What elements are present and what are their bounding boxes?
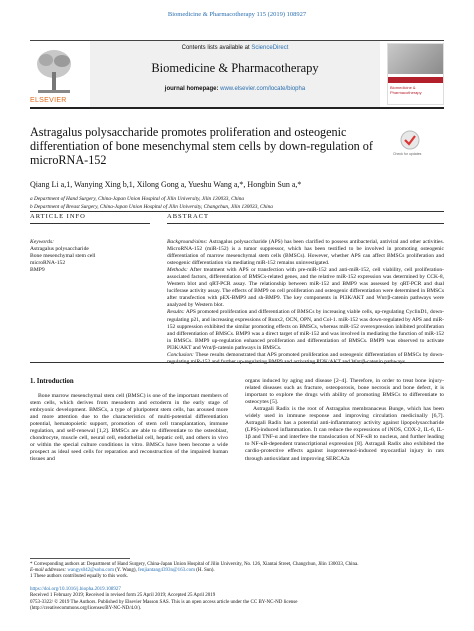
divider — [30, 362, 444, 363]
background-text: Astragalus polysaccharide (APS) has been clarified to possess antibacterial, antiviral and other activities. MicroRNA-152 (miR-152) is a tumor suppressor, which has been testified to be involved in promoting osteogenic differentiation of marrow mesenchymal stem cells (BMSCs). However, whether APS can affect BMSCs proliferation and osteogenic differentiation via mediating miR-152 remains uninvestigated. — [167, 239, 444, 267]
keyword: Bone mesenchymal stem cell — [30, 253, 96, 259]
homepage-line — [90, 86, 380, 92]
abstract-body — [167, 239, 444, 366]
body-column-left: Bone marrow mesenchymal stem cell (BMSC) is one of the important members of stem cells, which derives from mesoderm and ectoderm in the early stage of embryonic development. BMSCs, a type of pluripotent stem cells, has aroused more and more attention due to the characteristics of multi-potential differentiation potential, hematopoietic support, promotion of stem cell transplantation, immune regulation, and self-renewal [1,2]. BMSCs are able to differentiate to the osteoblast, chondrocyte, muscle cell, neural cell, endothelial cell, hepatic cell, and others in vivo or within the special culture conditions in vitro. BMSCs have been become a wide prospect as ideal seed cells for reparation and reconstruction of the impaired human tissues and — [30, 393, 228, 463]
equal-contribution-footnote: 1 These authors contributed equally to this work. — [30, 574, 128, 580]
article-info-heading: ARTICLE INFO — [30, 213, 86, 220]
affiliation-b: b Department of Breast Surgery, China-Japan Union Hospital of Jilin University, Changchun, Jilin 130033, China — [30, 204, 273, 210]
license-url[interactable]: (http://creativecommons.org/licenses/BY-NC-ND/4.0/). — [30, 605, 142, 611]
results-text: APS promoted proliferation and differentiation of BMSCs by increasing viable cells, up-regulating CyclinD1, down-regulating p21, and increasing expressions of Runx2, OCN, OPN, and Col-1. miR-152 was down-regulated by APS and miR-152 suppression exhibited the similar promoting effects on BMSCs, whereas miR-152 overexpression inhibited proliferation and differentiation of BMSCs. BMP9 was a direct target of miR-152 and was involved in mediating the function of miR-152 in BMSCs. BMP9 up-regulation enhanced proliferation and differentiation of BMSCs. BMP9 was observed to activate PI3K/AKT and Wnt/β-catenin pathways in BMSCs. — [167, 309, 444, 351]
abstract-methods — [167, 267, 444, 309]
keywords-label: Keywords: — [30, 239, 55, 245]
keyword: microRNA-152 — [30, 260, 66, 266]
corresponding-footnote: * Corresponding authors at: Department of Hand Surgery, China-Japan Union Hospital of Jilin University, No. 126, Xiantai Street, Changchun, Jilin 130033, China. — [30, 562, 359, 567]
crossmark-icon[interactable] — [400, 130, 420, 154]
divider — [167, 223, 444, 224]
conclusion-label: Conclusion: — [167, 351, 194, 358]
license-text: 0753-3322/ © 2019 The Authors. Published by Elsevier Masson SAS. This is an open access article under the CC BY-NC-ND license — [30, 599, 298, 605]
email-owner: (Y. Wang), — [114, 568, 138, 574]
keywords-block — [30, 239, 95, 274]
journal-header — [30, 40, 444, 109]
doi-link[interactable]: https://doi.org/10.1016/j.biopha.2019.108927 — [30, 587, 121, 592]
email-label: E-mail addresses: — [30, 568, 68, 574]
footnotes — [30, 562, 444, 581]
journal-banner — [90, 41, 380, 107]
abstract-background — [167, 239, 444, 267]
paragraph: Astragali Radix is the root of Astragalus membranaceus Bunge, which has been widely used in immune response and improving circulation medicinally [6,7]. Astragali Radix has a potential anti-inflammatory activity against lipopolysaccharide (LPS)-induced inflammation. It can reduce the expressions of iNOS, COX-2, IL-6, IL-1β and TNF-α and interfere the translocation of NF-κB to nucleus, and further leading to NF-κB-dependent transcriptional expression [8]. Astragali Radix also exhibited the cardio-protective effects against isoproterenol-induced myocardial injury in rats through antioxidant and improving SERCA2a — [245, 406, 444, 462]
background-label: Background/aims: — [167, 239, 208, 245]
conclusion-text: These results demonstrated that APS promoted proliferation and osteogenic differentiation of BMSCs by down-regulating miR-152 and further up-regulating BMP9 and activating PI3K/AKT and Wnt/β-catenin pathways. — [167, 351, 444, 365]
body-column-right — [245, 378, 444, 463]
homepage-prefix: journal homepage: — [164, 86, 221, 92]
email-link[interactable]: fenjiantang4393n@163.com — [138, 568, 195, 574]
crossmark-label: Check for updates — [393, 152, 422, 156]
journal-cover-thumbnail — [387, 43, 444, 105]
elsevier-tree-logo — [32, 46, 76, 100]
affiliation-a: a Department of Hand Surgery, China-Japan Union Hospital of Jilin University, Jilin 130033, China — [30, 196, 245, 202]
received-dates: Received 1 February 2019; Received in revised form 25 April 2019; Accepted 25 April 2019 — [30, 593, 216, 599]
keyword: Astragalus polysaccharide — [30, 246, 89, 252]
email-owner: (H. Sun). — [194, 568, 215, 574]
methods-label: Methods: — [167, 267, 188, 274]
footnote-divider — [30, 558, 130, 559]
contents-line — [90, 45, 380, 51]
results-label: Results: — [167, 309, 185, 316]
contents-prefix: Contents lists available at — [181, 45, 252, 51]
journal-reference[interactable]: Biomedicine & Pharmacotherapy 115 (2019) 108927 — [167, 11, 307, 18]
abstract-heading: ABSTRACT — [167, 213, 209, 220]
methods-text: After treatment with APS or transfection with pre-miR-152 and anti-miR-152, cell viability, cell proliferation-associated factors, differentiation of BMSCs-related genes, and the relative miR-152 expression was determined by CCK-8, Western blot and qRT-PCR assay. The relationship between miR-152 and BMP9 was assessed by qRT-PCR and dual luciferase activity assay. The effects of BMP9 on cell proliferation and osteogenic differentiation were determined in BMSCs after transfection with pEX-BMP9 and sh-BMP9. The key components in PI3K/AKT and Wnt/β-catenin pathways were analyzed by Western blot. — [167, 267, 444, 309]
cover-title: Biomedicine & Pharmacotherapy — [390, 85, 422, 95]
author-list: Qiang Li a,1, Wanying Xing b,1, Xilong Gong a, Yueshu Wang a,*, Hongbin Sun a,* — [30, 180, 302, 189]
elsevier-wordmark: ELSEVIER — [30, 97, 67, 104]
journal-name: Biomedicine & Pharmacotherapy — [151, 61, 319, 75]
divider — [30, 223, 150, 224]
publication-info — [30, 587, 444, 612]
sciencedirect-link[interactable]: ScienceDirect — [251, 45, 289, 51]
article-title: Astragalus polysaccharide promotes proliferation and osteogenic differentiation of bone mesenchymal stem cells by down-regulation of microRNA-152 — [30, 125, 373, 167]
email-link[interactable]: wangys042@sohu.com — [67, 568, 114, 574]
divider — [30, 211, 444, 212]
homepage-link[interactable]: www.elsevier.com/locate/biopha — [220, 86, 306, 92]
abstract-results — [167, 309, 444, 351]
keyword: BMP9 — [30, 267, 45, 273]
paragraph: organs induced by aging and disease [2–4]. Therefore, in order to treat bone injury-related diseases such as fracture, osteoporosis, bone necrosis and bone defect, it is important to explore the drugs with ability of promoting BMSCs to differentiate to osteocytes [5]. — [245, 378, 444, 406]
section-heading: 1. Introduction — [30, 378, 74, 385]
abstract-conclusion — [167, 352, 444, 366]
